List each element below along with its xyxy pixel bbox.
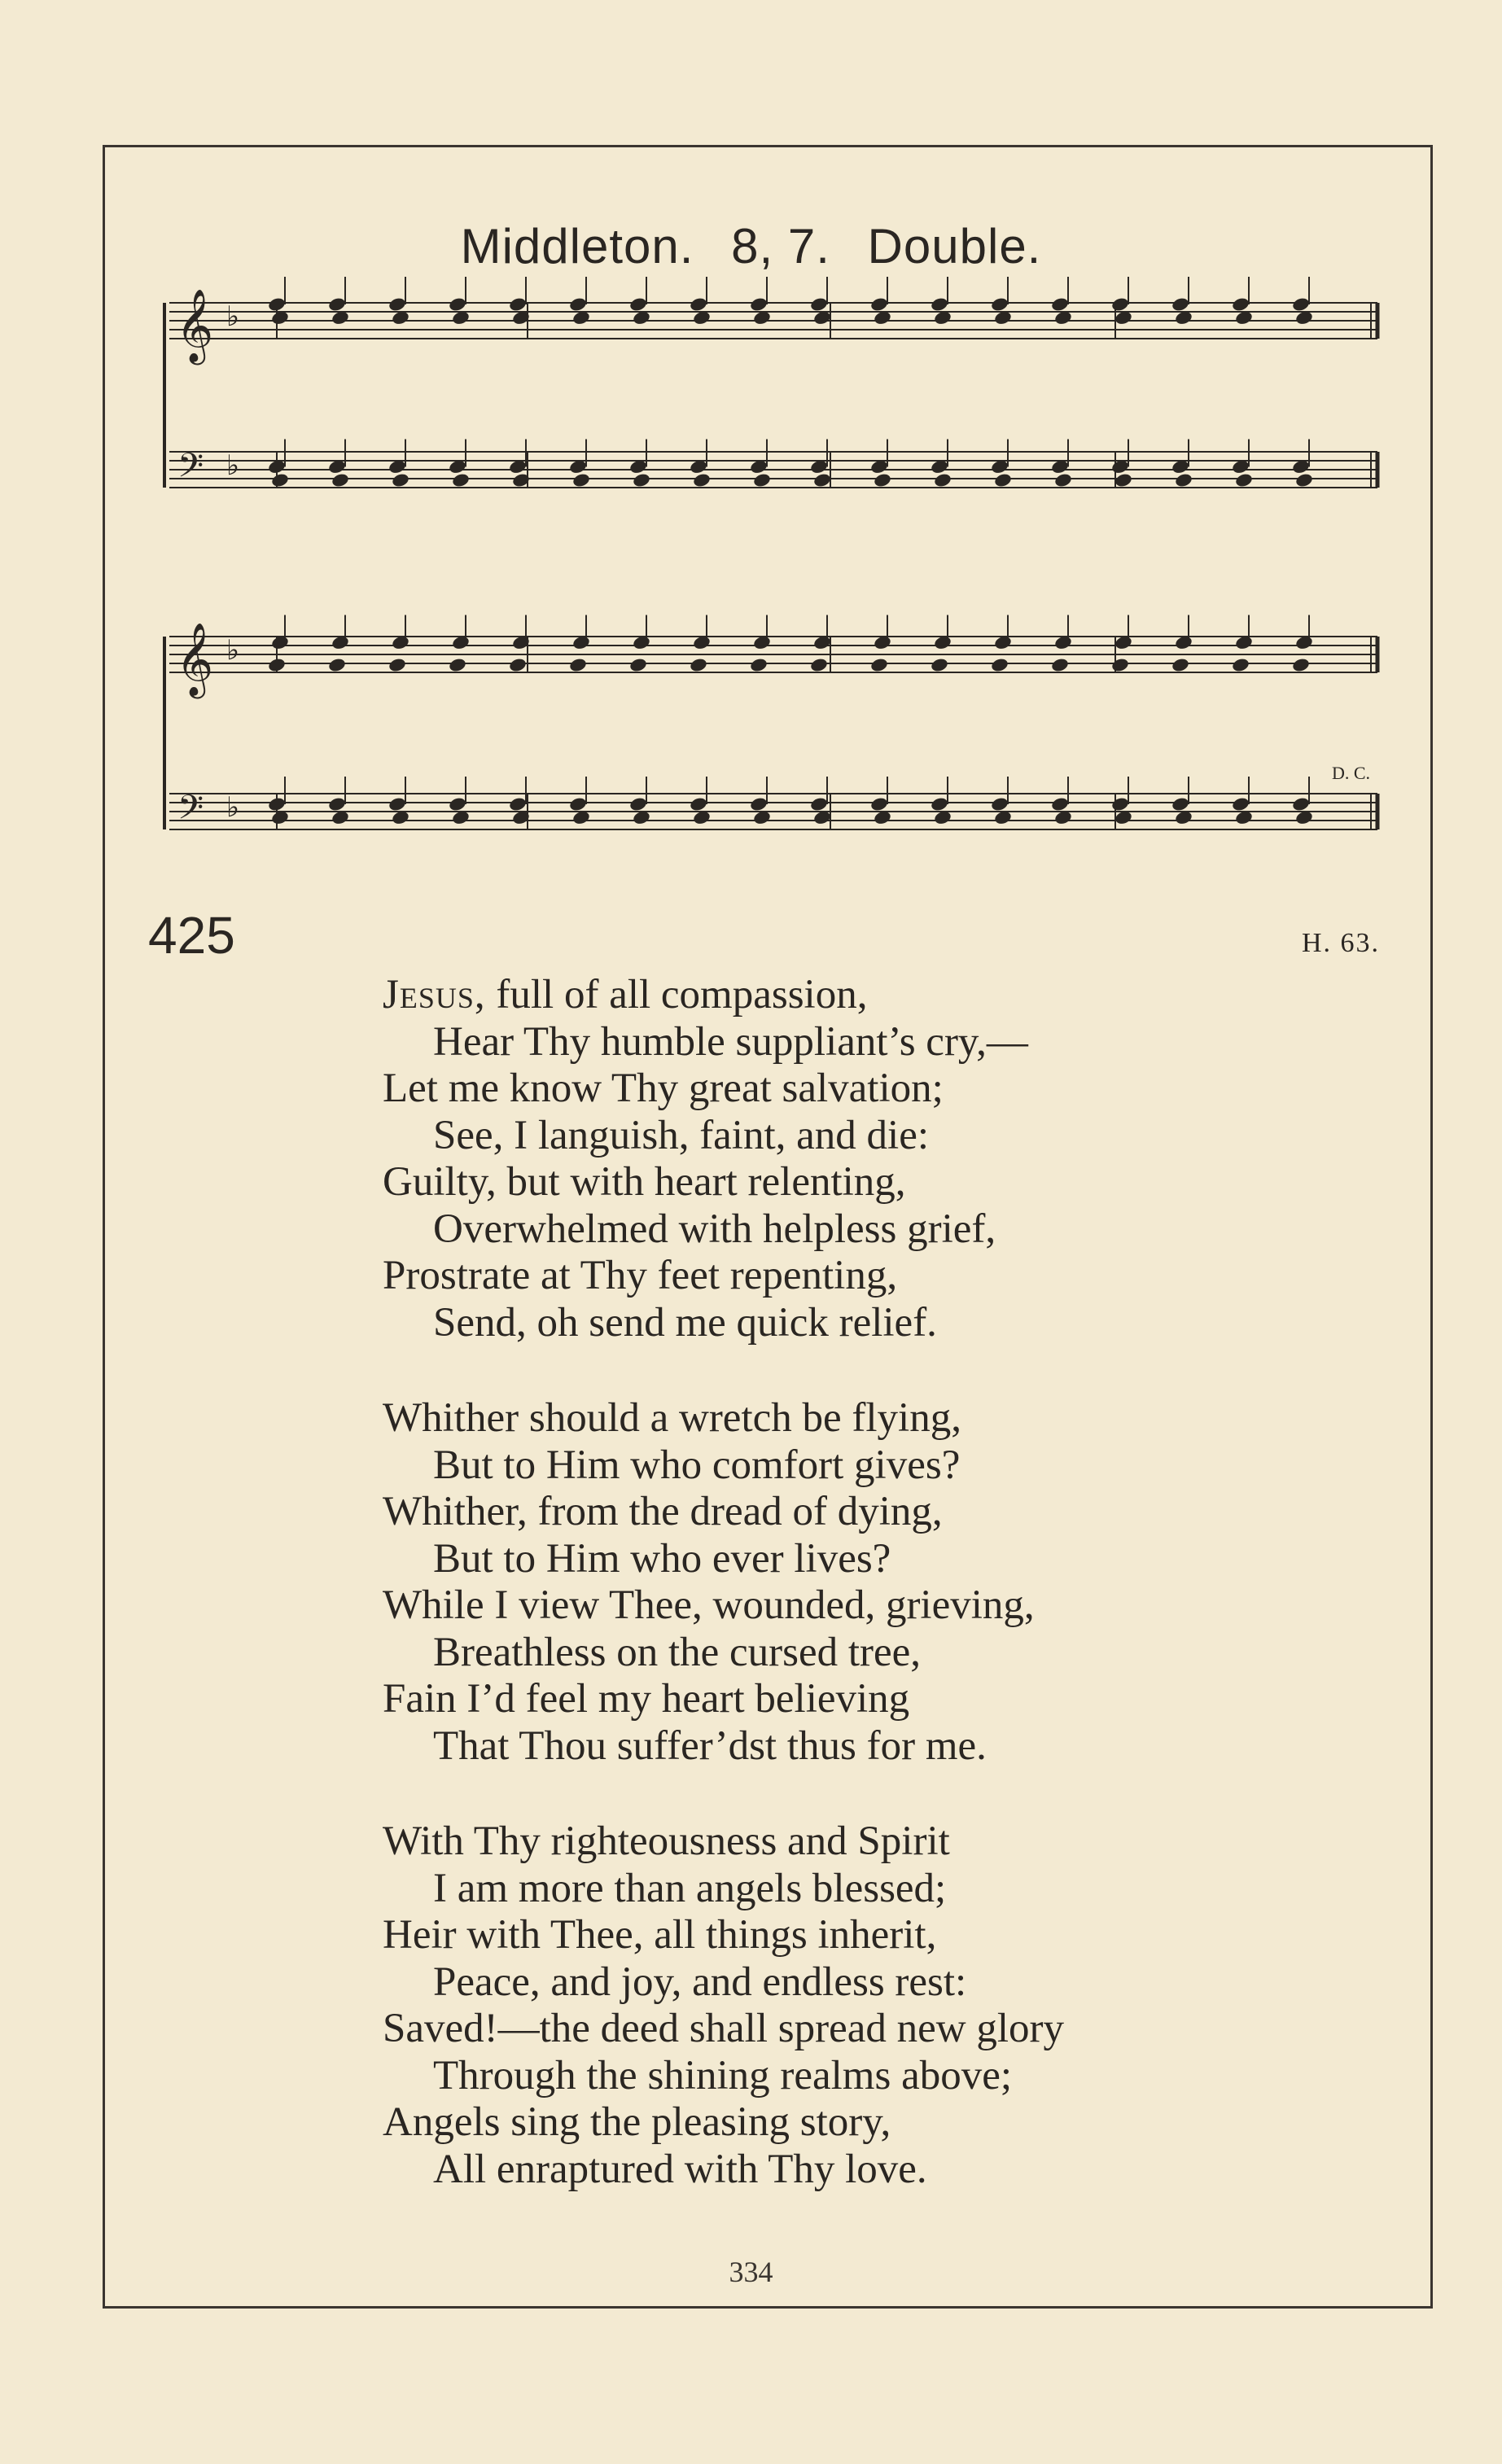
note-head [930, 796, 949, 812]
note-head [873, 472, 892, 488]
note-head [1234, 472, 1254, 488]
note-head [451, 472, 471, 488]
note-head [990, 657, 1009, 673]
tune-name: Middleton. [460, 219, 694, 274]
note-head [689, 657, 708, 673]
note-head [1231, 796, 1250, 812]
note-head [571, 472, 591, 488]
note-head [267, 657, 287, 673]
note-head [391, 472, 410, 488]
bass-clef-icon: 𝄢 [177, 446, 204, 493]
note-head [930, 296, 949, 313]
note-head [267, 796, 287, 812]
stanza-3 [383, 1818, 1360, 2193]
verse-line: Saved!—the deed shall spread new glory [383, 2006, 1064, 2051]
note-head [448, 296, 467, 313]
hymn-number: 425 [148, 906, 235, 965]
note-head [1291, 296, 1311, 313]
note-head [1231, 657, 1250, 673]
verse-line: Whither should a wretch be flying, [383, 1395, 961, 1441]
note-head [1114, 472, 1133, 488]
note-head [1110, 296, 1130, 313]
verse-line: All enraptured with Thy love. [433, 2146, 927, 2192]
note-head [812, 472, 832, 488]
verse-line: Guilty, but with heart relenting, [383, 1159, 906, 1205]
music-score [0, 0, 1502, 895]
flat-icon: ♭ [226, 634, 240, 667]
stanza-2 [383, 1395, 1360, 1770]
note-head [267, 296, 287, 313]
note-head [628, 796, 648, 812]
note-head [270, 472, 290, 488]
verse-line: Fain I’d feel my heart believing [383, 1676, 910, 1722]
verse-line: Let me know Thy great salvation; [383, 1066, 944, 1111]
note-head [749, 657, 769, 673]
note-head [568, 796, 588, 812]
da-capo-mark: D. C. [1332, 763, 1371, 783]
note-head [568, 296, 588, 313]
note-head [869, 296, 889, 313]
note-head [869, 657, 889, 673]
verse-line: Angels sing the pleasing story, [383, 2099, 891, 2145]
flat-icon: ♭ [226, 791, 240, 824]
note-head [752, 472, 772, 488]
note-head [1291, 796, 1311, 812]
treble-clef-icon: 𝄞 [176, 623, 214, 696]
verse-line: Overwhelmed with helpless grief, [433, 1206, 996, 1252]
verse-line: Whither, from the dread of dying, [383, 1489, 943, 1534]
note-head [1171, 796, 1190, 812]
note-head [1174, 472, 1193, 488]
note-head [632, 472, 651, 488]
note-head [1231, 296, 1250, 313]
verse-line: Jesus, full of all compassion, [383, 972, 868, 1018]
note-head [1110, 657, 1130, 673]
verse-line: But to Him who ever lives? [433, 1535, 891, 1582]
note-head [508, 796, 528, 812]
flat-icon: ♭ [226, 300, 240, 333]
note-head [749, 296, 769, 313]
verse-line: See, I languish, faint, and die: [433, 1112, 930, 1158]
hymn-text [383, 972, 1360, 2242]
note-head [327, 657, 347, 673]
verse-line: Peace, and joy, and endless rest: [433, 1959, 967, 2005]
note-head [809, 657, 829, 673]
note-head [990, 796, 1009, 812]
note-head [388, 657, 407, 673]
note-head [1110, 796, 1130, 812]
hymn-reference: H. 63. [1301, 928, 1380, 958]
verse-line: Prostrate at Thy feet repenting, [383, 1253, 898, 1298]
note-head [1053, 472, 1073, 488]
note-head [1291, 657, 1311, 673]
verse-line: That Thou suffer’dst thus for me. [433, 1722, 987, 1769]
note-head [1050, 657, 1070, 673]
flat-icon: ♭ [226, 449, 240, 482]
note-head [568, 657, 588, 673]
stanza-1 [383, 972, 1360, 1346]
note-head [1171, 296, 1190, 313]
note-head [869, 796, 889, 812]
note-head [689, 296, 708, 313]
verse-line: Breathless on the cursed tree, [433, 1629, 922, 1675]
note-head [1050, 796, 1070, 812]
note-head [327, 796, 347, 812]
note-head [930, 657, 949, 673]
verse-line: I am more than angels blessed; [433, 1865, 947, 1911]
note-head [993, 472, 1013, 488]
note-head [508, 296, 528, 313]
note-head [388, 796, 407, 812]
note-head [508, 657, 528, 673]
note-head [809, 296, 829, 313]
first-word: Jesus, [383, 972, 486, 1018]
verse-line: Hear Thy humble suppliant’s cry,— [433, 1018, 1028, 1065]
note-head [331, 472, 350, 488]
note-head [990, 296, 1009, 313]
verse-line: But to Him who comfort gives? [433, 1442, 961, 1488]
treble-clef-icon: 𝄞 [176, 289, 214, 362]
note-head [448, 657, 467, 673]
verse-line: Send, oh send me quick relief. [433, 1299, 937, 1346]
note-head [327, 296, 347, 313]
verse-line: While I view Thee, wounded, grieving, [383, 1582, 1035, 1628]
verse-line: Heir with Thee, all things inherit, [383, 1912, 937, 1958]
bass-clef-icon: 𝄢 [177, 788, 204, 835]
note-head [809, 796, 829, 812]
page-number: 334 [729, 2256, 773, 2288]
verse-line: With Thy righteousness and Spirit [383, 1818, 950, 1864]
note-head [1294, 472, 1314, 488]
note-head [628, 657, 648, 673]
note-head [689, 796, 708, 812]
note-head [628, 296, 648, 313]
note-head [448, 796, 467, 812]
note-head [1171, 657, 1190, 673]
tune-variant: Double. [867, 219, 1042, 274]
note-head [749, 796, 769, 812]
note-head [1050, 296, 1070, 313]
note-head [692, 472, 712, 488]
note-head [933, 472, 952, 488]
tune-meter: 8, 7. [731, 219, 830, 274]
note-head [388, 296, 407, 313]
verse-line: Through the shining realms above; [433, 2052, 1013, 2099]
